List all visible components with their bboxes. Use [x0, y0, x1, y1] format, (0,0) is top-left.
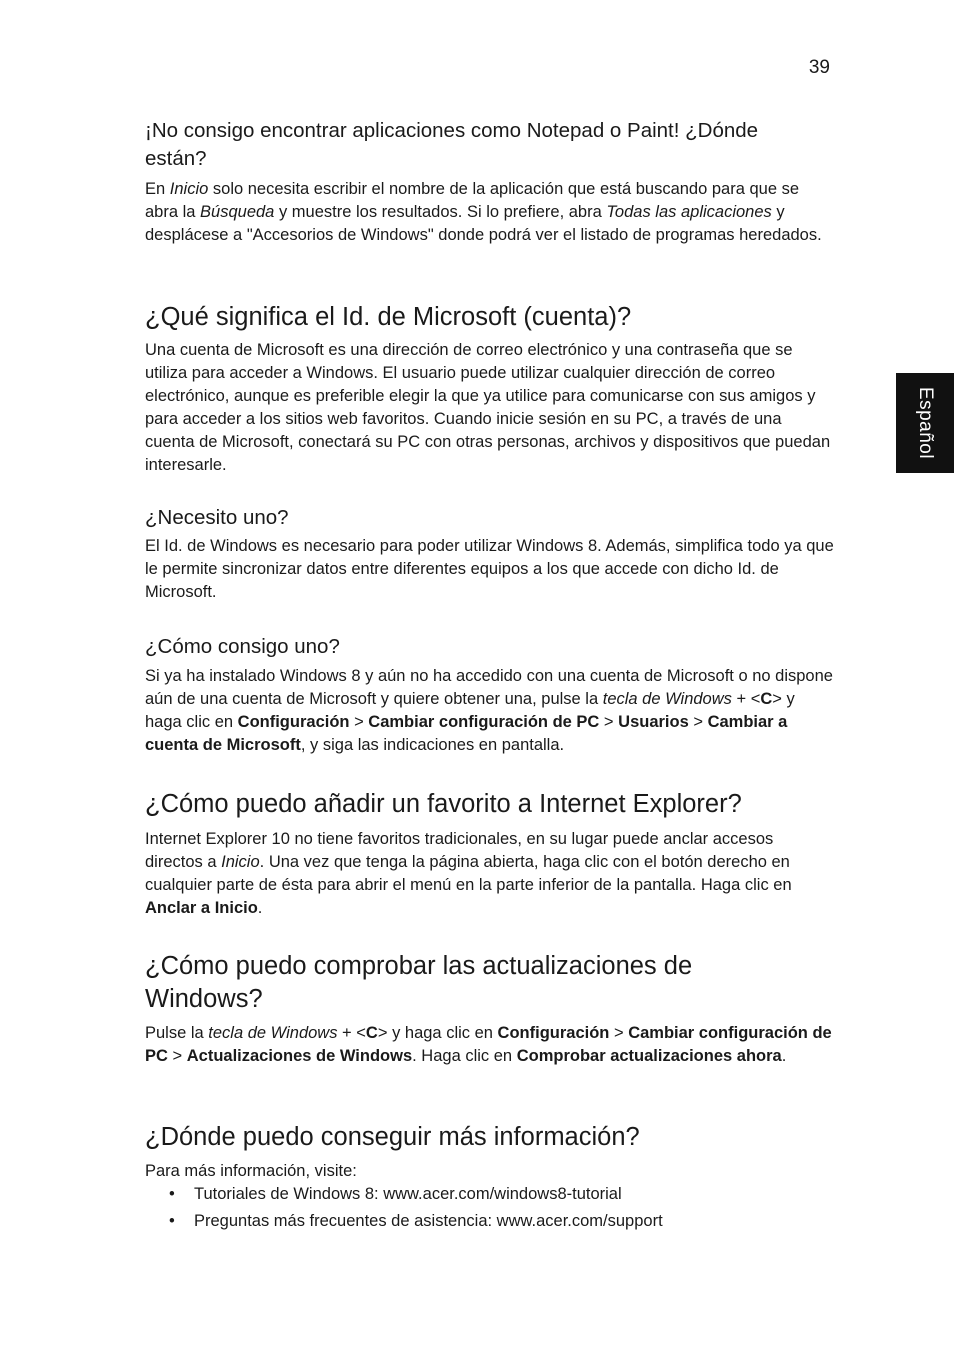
text-run: > y haga clic en: [145, 690, 795, 731]
section-body: [145, 339, 835, 477]
bold-text: Cambiar configuración de PC: [368, 713, 600, 731]
bold-text: Cambiar configuración de PC: [145, 1024, 832, 1065]
bold-text: Usuarios: [618, 713, 689, 731]
text-run: + <: [337, 1024, 366, 1042]
italic-text: tecla de Windows: [208, 1024, 338, 1042]
section-body: [145, 1022, 835, 1068]
bold-text: Configuración: [497, 1024, 610, 1042]
text-run: >: [609, 1024, 629, 1042]
section-windows-updates: [145, 950, 835, 1068]
text-run: Si ya ha instalado Windows 8 y aún no ha accedido con una cuenta de Microsoft o no dispone aún de una cuenta de Microsoft y quiere obtener una, pulse la: [145, 667, 833, 708]
section-heading: ¿Cómo consigo uno?: [145, 635, 340, 658]
text-run: >: [688, 713, 708, 731]
language-side-tab: [896, 373, 954, 473]
text-run: Para más información, visite:: [145, 1162, 357, 1180]
text-run: y muestre los resultados. Si lo prefiere, abra: [274, 203, 607, 221]
text-run: Internet Explorer 10 no tiene favoritos tradicionales, en su lugar puede anclar accesos directos a: [145, 830, 774, 871]
section-more-info: [145, 1121, 835, 1237]
text-run: >: [167, 1047, 187, 1065]
italic-text: Inicio: [221, 853, 260, 871]
list-item-text: Preguntas más frecuentes de asistencia: www.acer.com/support: [194, 1212, 663, 1230]
section-heading: ¿Dónde puedo conseguir más información?: [145, 1123, 640, 1151]
info-link-list: [145, 1183, 835, 1237]
italic-text: Búsqueda: [200, 203, 275, 221]
section-ie-favorite: [145, 788, 835, 920]
italic-text: tecla de Windows: [602, 690, 732, 708]
bold-text: C: [365, 1024, 378, 1042]
section-need-one: [145, 504, 835, 604]
list-item: [145, 1183, 835, 1210]
text-run: . Una vez que tenga la página abierta, haga clic con el botón derecho en cualquier parte de ésta para abrir el menú en la parte inferior de la pantalla. Haga clic en: [145, 853, 792, 894]
section-heading: ¿Cómo puedo añadir un favorito a Internet Explorer?: [145, 790, 742, 818]
section-microsoft-id: [145, 301, 835, 477]
section-heading: ¿Cómo puedo comprobar las actualizaciones de Windows?: [145, 952, 693, 1013]
bold-text: Cambiar a cuenta de Microsoft: [145, 713, 788, 754]
text-run: .: [781, 1047, 787, 1065]
text-run: y desplácese a "Accesorios de Windows" donde podrá ver el listado de programas heredados.: [145, 203, 822, 244]
section-body: [145, 535, 835, 604]
text-run: .: [257, 899, 263, 917]
bold-text: C: [760, 690, 773, 708]
bold-text: Anclar a Inicio: [145, 899, 258, 917]
bold-text: Actualizaciones de Windows: [186, 1047, 413, 1065]
section-body: [145, 1160, 835, 1183]
bullet-glyph: •: [169, 1185, 175, 1203]
text-run: > y haga clic en: [377, 1024, 498, 1042]
text-run: solo necesita escribir el nombre de la aplicación que está buscando para que se abra la: [145, 180, 800, 221]
text-run: >: [349, 713, 369, 731]
text-run: . Haga clic en: [412, 1047, 517, 1065]
text-run: >: [599, 713, 619, 731]
bold-text: Comprobar actualizaciones ahora: [516, 1047, 782, 1065]
language-side-tab-label: Español: [915, 386, 936, 460]
text-run: En: [145, 180, 170, 198]
section-heading: ¿Necesito uno?: [145, 506, 289, 529]
text-run: Pulse la: [145, 1024, 209, 1042]
bullet-glyph: •: [169, 1212, 175, 1230]
section-body: [145, 828, 835, 920]
italic-text: Todas las aplicaciones: [606, 203, 772, 221]
section-heading: ¿Qué significa el Id. de Microsoft (cuenta)?: [145, 303, 632, 331]
section-missing-apps: [145, 117, 835, 247]
list-item-text: Tutoriales de Windows 8: www.acer.com/windows8-tutorial: [194, 1185, 622, 1203]
list-item: [145, 1210, 835, 1237]
section-body: [145, 665, 835, 757]
page-number: 39: [808, 57, 830, 78]
section-get-one: [145, 633, 835, 757]
bold-text: Configuración: [237, 713, 350, 731]
section-heading: ¡No consigo encontrar aplicaciones como Notepad o Paint! ¿Dónde están?: [145, 119, 759, 170]
italic-text: Inicio: [169, 180, 209, 198]
text-run: El Id. de Windows es necesario para poder utilizar Windows 8. Además, simplifica todo ya que le permite sincronizar datos entre diferentes equipos a los que accede con dicho Id. de Microsoft.: [145, 537, 834, 601]
text-run: Una cuenta de Microsoft es una dirección de correo electrónico y una contraseña que se utiliza para acceder a Windows. El usuario puede utilizar cualquier dirección de correo electrónico, aunque es preferible elegir la que ya utilice para comunicarse con sus amigos y para acceder a los sitios web favoritos. Cuando inicie sesión en su PC, a través de una cuenta de Microsoft, conectará su PC con otras personas, archivos y dispositivos que puedan interesarle.: [145, 341, 831, 474]
text-run: , y siga las indicaciones en pantalla.: [300, 736, 565, 754]
text-run: + <: [731, 690, 761, 708]
section-body: [145, 178, 835, 247]
